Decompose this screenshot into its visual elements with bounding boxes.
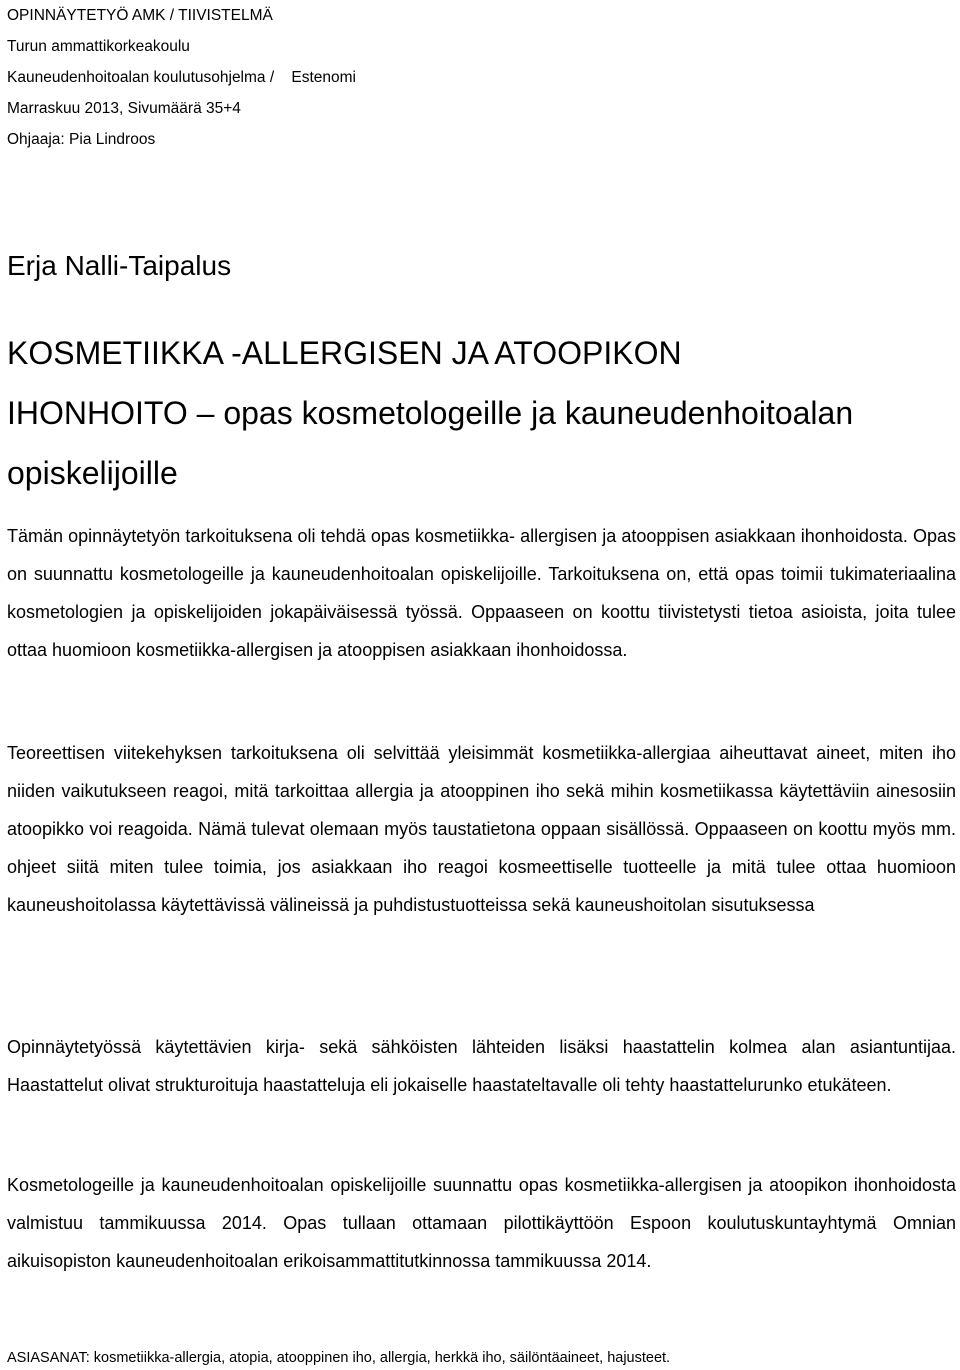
document-type: OPINNÄYTETYÖ AMK / TIIVISTELMÄ [7, 7, 273, 24]
author-name: Erja Nalli-Taipalus [7, 250, 232, 281]
title-line-3: opiskelijoille [7, 455, 178, 491]
abstract-paragraph-method: Opinnäytetyössä käytettävien kirja- sekä sähköisten lähteiden lisäksi haastattelin kolmea alan asiantuntijaa. Haastattelut olivat strukturoituja haastatteluja eli jokaiselle haastateltavalle oli tehty haastattelurunko etukäteen. [7, 1037, 956, 1095]
abstract-paragraph-result: Kosmetologeille ja kauneudenhoitoalan opiskelijoille suunnattu opas kosmetiikka-allergisen ja atoopikon ihonhoidosta valmistuu tammikuussa 2014. Opas tullaan ottamaan pilottikäyttöön Espoon koulutuskuntayhtymä Omnian aikuisopiston kauneudenhoitoalan erikoisammattitutkinnossa tammikuussa 2014. [7, 1175, 956, 1271]
abstract-paragraph-purpose: Tämän opinnäytetyön tarkoituksena oli tehdä opas kosmetiikka- allergisen ja atooppisen asiakkaan ihonhoidosta. Opas on suunnattu kosmetologeille ja kauneudenhoitoalan opiskelijoille. Tarkoituksena on, että opas toimii tukimateriaalina kosmetologien ja opiskelijoiden jokapäiväisessä työssä. Oppaaseen on koottu tiivistetysti tietoa asioista, joita tulee ottaa huomioon kosmetiikka-allergisen ja atooppisen asiakkaan ihonhoidossa. [7, 526, 956, 660]
date-and-page-count: Marraskuu 2013, Sivumäärä 35+4 [7, 100, 241, 117]
title-line-2: IHONHOITO – opas kosmetologeille ja kauneudenhoitoalan [7, 395, 854, 431]
degree-program: Kauneudenhoitoalan koulutusohjelma / Estenomi [7, 69, 356, 86]
institution-name: Turun ammattikorkeakoulu [7, 38, 190, 55]
supervisor: Ohjaaja: Pia Lindroos [7, 131, 156, 148]
thesis-title [7, 323, 853, 503]
document-header [7, 0, 356, 155]
keywords: ASIASANAT: kosmetiikka-allergia, atopia, atooppinen iho, allergia, herkkä iho, säilöntäaineet, hajusteet. [7, 1350, 671, 1366]
abstract-paragraph-theory: Teoreettisen viitekehyksen tarkoituksena oli selvittää yleisimmät kosmetiikka-allergiaa aiheuttavat aineet, miten iho niiden vaikutukseen reagoi, mitä tarkoittaa allergia ja atooppinen iho sekä mihin kosmetiikassa käytettäviin ainesosiin atoopikko voi reagoida. Nämä tulevat olemaan myös taustatietona oppaan sisällössä. Oppaaseen on koottu myös mm. ohjeet siitä miten tulee toimia, jos asiakkaan iho reagoi kosmeettiselle tuotteelle ja mitä tulee ottaa huomioon kauneushoitolassa käytettävissä välineissä ja puhdistustuotteissa sekä kauneushoitolan sisutuksessa [7, 743, 956, 915]
title-line-1: KOSMETIIKKA -ALLERGISEN JA ATOOPIKON [7, 335, 682, 371]
